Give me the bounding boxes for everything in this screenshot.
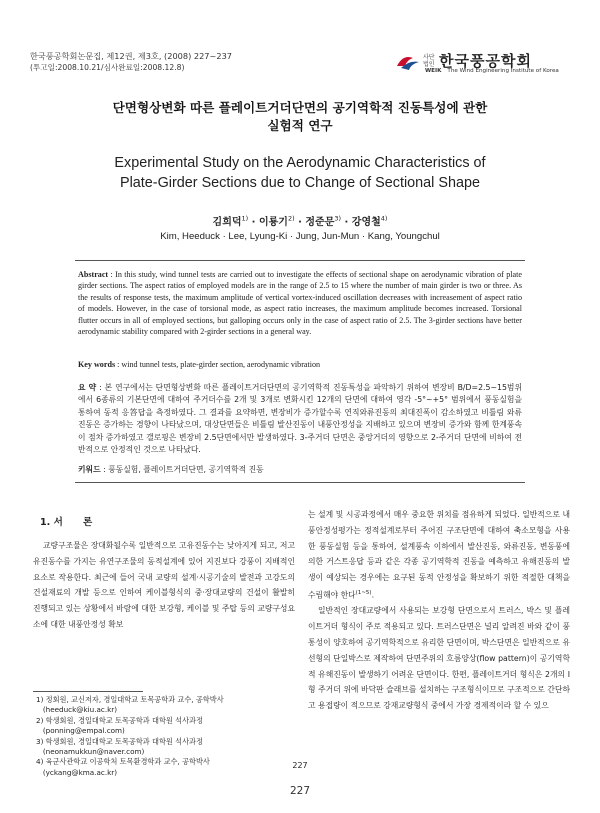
footnote-line: (heeduck@kiu.ac.kr): [36, 705, 118, 715]
title-english-line-2: Plate-Girder Sections due to Change of Sectional Shape: [120, 175, 480, 191]
footnote-line: (yckang@kma.ac.kr): [36, 767, 118, 777]
footnote-line: (ponning@empal.com): [36, 726, 125, 736]
right-column-text: [308, 507, 570, 714]
author-2-mark: 2): [287, 214, 295, 223]
footnote-line: 2) 학생회원, 경일대학교 토목공학과 대학원 석사과정: [36, 715, 203, 725]
author-sep: ·: [341, 217, 352, 228]
title-english-line-1: Experimental Study on the Aerodynamic Characteristics of: [114, 155, 486, 171]
korean-keywords-label: 키워드: [78, 465, 101, 474]
right-paragraph-1-end: .: [371, 590, 375, 600]
right-paragraph-1: [308, 507, 570, 603]
logo-subtitle: [425, 68, 559, 74]
page-number-small: 227: [292, 761, 308, 770]
author-sep: ·: [294, 217, 306, 228]
author-4: 강영철: [351, 217, 381, 228]
author-1: 김희덕: [212, 217, 242, 228]
abstract-text: : In this study, wind tunnel tests are carried out to investigate the effects of sectional shape on aerodynamic vibration of plate girder sections. The aspect ratios of employed models are in the range of 2.5 to 15 where the number of main girder is two or three. As the results of response tests, the maximum amplitude of vertical vortex-induced oscillation decreases with increasement of aspect ratio of models. However, in the case of torsional mode, as aspect ratio increases, the maximum amplitude becomes increased. Torsional flutter occurs in all of employed sections, but galloping occurs only in the case of aspect ratio of 2.5. The 3-girder sections have better aerodynamic stability compared with 2-girder sections in a general way.: [78, 270, 522, 337]
title-korean-line-2: 실험적 연구: [267, 118, 333, 133]
abstract: [78, 269, 522, 337]
journal-line: 한국풍공학회논문집, 제12권, 제3호, (2008) 227~237: [30, 51, 233, 61]
footnote-line: (neonamukkun@naver.com): [36, 747, 145, 757]
author-sep: ·: [248, 217, 259, 228]
footnote-line: 4) 육군사관학교 이공학처 토목환경학과 교수, 공학박사: [36, 757, 210, 767]
logo-abbr: WEIK: [425, 68, 442, 74]
left-column-text: [33, 538, 295, 633]
korean-summary: [78, 382, 522, 456]
section-heading: 1. 서 론: [40, 517, 93, 528]
author-2: 이룡기: [258, 217, 288, 228]
korean-keywords: [78, 464, 522, 475]
footnote-line: 1) 정회원, 교신저자, 경일대학교 토목공학과 교수, 공학박사: [36, 695, 224, 704]
logo-sub-text: The Wind Engineering Institute of Korea: [447, 68, 559, 74]
title-english: [40, 153, 560, 193]
weik-logo-icon: [395, 52, 421, 74]
footnote-line: 3) 학생회원, 경일대학교 토목공학과 대학원 석사과정: [36, 736, 203, 746]
right-paragraph-1-text: 는 설계 및 시공과정에서 매우 중요한 위치를 점유하게 되었다. 일반적으로 내풍안정성평가는 정적설계로부터 주어진 구조단면에 대하여 축소모형을 사용한 풍동실험 등을 통하여, 설계풍속 이하에서 발산진동, 와류진동, 변동풍에 의한 거스트응답 등과 같은 각종 공기역학적 진동을 예측하고 유해진동의 발생이 예상되는 경우에는 요구된 동적 안정성을 확보하기 위한 적절한 대책을 수립해야 한다: [308, 510, 570, 600]
author-3-mark: 3): [334, 214, 342, 223]
society-logo: [395, 50, 570, 80]
title-korean-line-1: 단면형상변화 따른 플레이트거더단면의 공기역학적 진동특성에 관한: [112, 100, 488, 115]
summary-text: : 본 연구에서는 단면형상변화 따른 플레이트거더단면의 공기역학적 진동특성을 파악하기 위하여 변장비 B/D=2.5~15범위에서 6종류의 기본단면에 대하여 주거더수를 2개 및 3개로 변화시킨 12개의 단면에 대하여 영각 -5°~+5° 범위에서 풍동실험을 통하여 동적 응答답을 측정하였다. 그 결과를 요약하면, 변장비가 증가할수록 연직와류진동의 최대진폭이 감소하였고 비틀림 와류진동은 증가하는 경향이 나타났으며, 대상단면들은 비틀림 발산진동이 내풍안정성을 지배하고 있으며 변장비 증가와 함께 한계풍속이 점차 증가하였고 갤로핑은 변장비 2.5단면에서만 발생하였다. 3-주거더 단면은 중앙거더의 영향으로 2-주거더 단면에 비하여 전반적으로 안정적인 것으로 나타났다.: [78, 383, 522, 455]
abstract-top-rule: [75, 260, 525, 261]
authors-english: Kim, Heeduck · Lee, Lyung-Ki · Jung, Jun-Mun · Kang, Youngchul: [160, 231, 440, 242]
right-paragraph-2: 일반적인 장대교량에서 사용되는 보강형 단면으로서 트러스, 박스 및 플레이트거더 형식이 주로 적용되고 있다. 트러스단면은 널리 알려진 바와 같이 풍통성이 양호하여 공기역학적으로 유리한 단면이며, 박스단면은 일반적으로 유선형의 단일박스로 제작하여 단면주위의 흐름양상(flow pattern)이 공기역학적 유해진동이 발생하기 어려운 단면이다. 한편, 플레이트거더 형식은 2개의 I형 주거더 위에 바닥판 슬래브를 설치하는 구조형식이므로 구조적으로 간단하고 용접량이 적으므로 강재교량형식 중에서 가장 경제적이라 할 수 있으: [308, 606, 570, 711]
keywords-text: : wind tunnel tests, plate-girder section, aerodynamic vibration: [115, 360, 321, 369]
title-korean: [40, 99, 560, 135]
page-number-large: 227: [289, 785, 311, 797]
logo-name: 한국풍공학회: [439, 52, 532, 70]
abstract-label: Abstract: [78, 270, 109, 279]
korean-keywords-text: : 풍동실험, 플레이트거더단면, 공기역학적 진동: [100, 465, 264, 474]
journal-info: [30, 50, 232, 74]
summary-label: 요 약: [78, 383, 97, 392]
keywords-label: Key words: [78, 360, 116, 369]
logo-small-text: 사단 법인: [423, 54, 435, 68]
received-line: (투고일:2008.10.21/심사완료일:2008.12.8): [30, 63, 185, 72]
footnote-rule: [33, 691, 143, 692]
authors-korean: [40, 213, 560, 228]
abstract-bottom-rule: [75, 482, 525, 483]
reference-mark: (1~5): [355, 589, 372, 596]
author-4-mark: 4): [380, 214, 388, 223]
keywords: [78, 360, 522, 369]
left-paragraph: 교량구조물은 장대화될수록 일반적으로 고유진동수는 낮아지게 되고, 저고유진동수를 가지는 유연구조물의 동적설계에 있어 지진보다 강풍이 지배적인 요소로 작용한다. 최근에 들어 국내 교량의 설계·시공기술의 발전과 고강도의 건설재료의 개발 등으로 인하여 케이블형식의 중·장대교량의 건설이 활발히 진행되고 있는 상황에서 바람에 대한 보강형, 케이블 및 주탑 등의 교량구성요소에 대한 내풍안정성 확보: [33, 541, 295, 629]
author-1-mark: 1): [241, 214, 249, 223]
author-3: 정준문: [305, 217, 335, 228]
